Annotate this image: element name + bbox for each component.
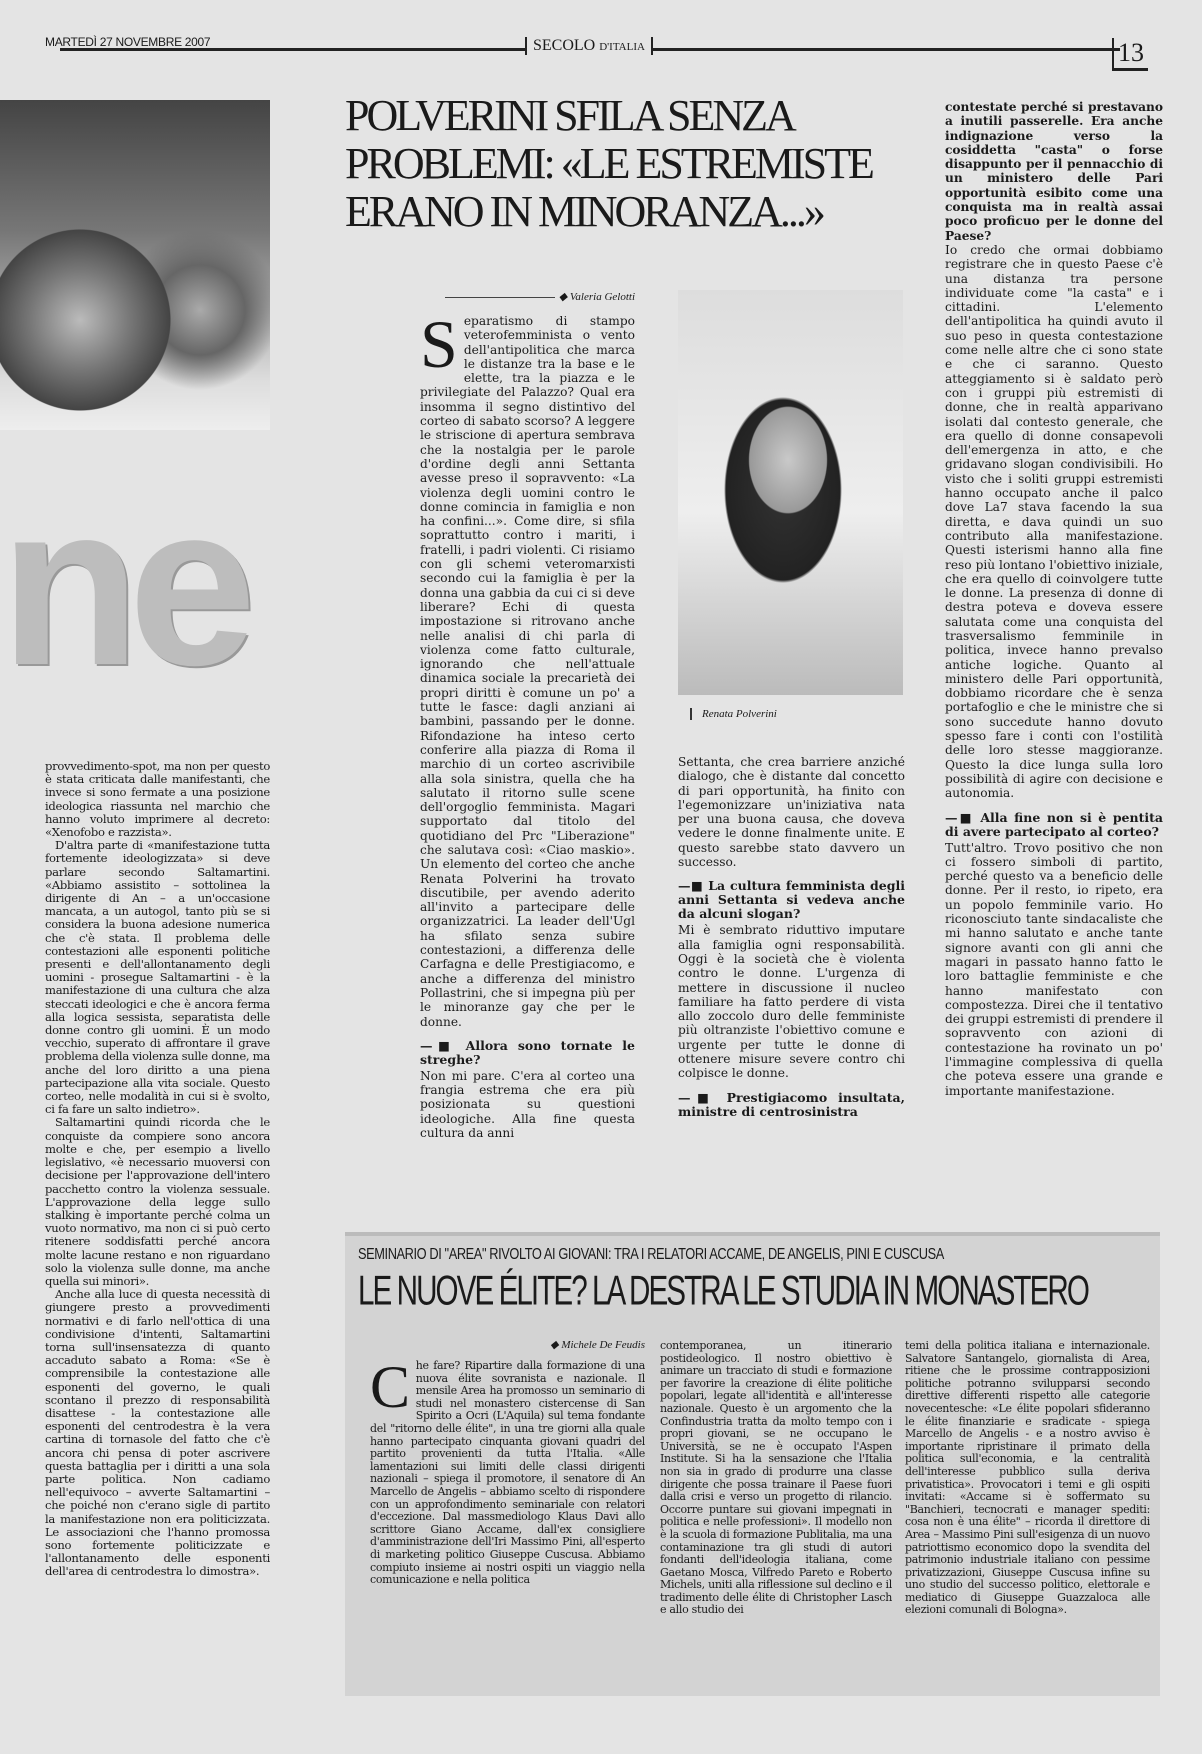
question-text: Allora sono tornate le streghe? <box>420 1037 635 1067</box>
question-continuation: contestate perché si prestavano a inutili passerelle. Era anche indignazione verso la cosiddetta "casta" o forse disappunto per il pennacchio di un ministero delle Pari opportunità esibito come una conquista ma in realtà assai poco proficuo per le donne del Paese? <box>945 100 1163 243</box>
interview-question: —■ Prestigiacomo insultata, ministre di centrosinistra <box>678 1089 905 1119</box>
secondary-byline: ◆ Michele De Feudis <box>550 1339 645 1351</box>
article-paragraph: he fare? Ripartire dalla formazione di una nuova élite sovranista e nazionale. Il mensile Area ha promosso un seminario di studi nel monastero cistercense di San Spirito a Ocri (L'Aquila) sul tema fondante del "ritorno delle élite", in una tre giorni alla quale hanno partecipato cinquanta giovani quadri del partito provenienti da tutta l'Italia. «Alle lamentazioni sui limiti delle classi dirigenti nazionali – spiega il promotore, il senatore di An Marcello de Angelis – abbiamo scelto di rispondere con un approfondimento seminariale con relatori d'eccezione. Dal massmediologo Klaus Davi allo scrittore Giano Accame, dall'ex consigliere d'amministrazione dell'Iri Massimo Pini, all'esperto di marketing politico Giuseppe Cuscusa. Abbiamo compiuto insieme ai nostri ospiti un viaggio nella comunicazione e nella politica <box>370 1360 645 1587</box>
byline-author: Michele De Feudis <box>561 1339 645 1351</box>
banner-graphic: ne <box>0 470 245 700</box>
secondary-kicker: SEMINARIO DI "AREA" RIVOLTO AI GIOVANI: TRA I RELATORI ACCAME, DE ANGELIS, PINI E CUSCUSA <box>358 1246 944 1263</box>
interview-answer: Io credo che ormai dobbiamo registrare che in questo Paese c'è una distanza tra persone individuate come "la casta" e i cittadini. L'elemento dell'antipolitica ha quindi avuto il suo peso in questa contestazione come nelle altre che ci sono state e che ci saranno. Questo atteggiamento si è saldato però con i gruppi più estremisti di donne, che in realtà apparivano isolati dal contesto generale, che era quello di donne consapevoli dell'emergenza in atto, e che gridavano slogan condivisibili. Ho visto che i soliti gruppi estremisti hanno occupato anche il palco dove La7 stava facendo la sua diretta, e dava quindi un suo contributo alla manifestazione. Questi isterismi hanno alla fine reso più lontano l'obiettivo iniziale, che era quello di coinvolgere tutte le donne. La presenza di donne di destra poteva e doveva essere salutata come una conquista del trasversalismo femminile in politica, invece hanno prevalso antiche logiche. Quanto al ministero delle Pari opportunità, dobbiamo ricordare che è senza portafoglio e che le ministre che si sono succedute hanno dovuto spesso fare i conti con l'ostilità delle loro stesse maggioranze. Questo la dice lunga sulla loro possibilità di agire con decisione e autonomia. <box>945 242 1163 801</box>
protest-photo <box>0 100 270 430</box>
question-text: Alla fine non si è pentita di avere partecipato al corteo? <box>945 809 1163 839</box>
question-text: Prestigiacomo insultata, ministre di centrosinistra <box>678 1089 905 1119</box>
article-paragraph: Saltamartini quindi ricorda che le conquiste da compiere sono ancora molte e che, per esempio a livello legislativo, «è necessario muoversi con decisione per l'approvazione dell'intero pacchetto contro la violenza sessuale. L'approvazione della legge sullo stalking è importante perché colma un vuoto normativo, ma non ci si può certo ritenere soddisfatti perché ancora molte lacune restano e non riguardano solo la violenza sulle donne, ma anche quella sui minori». <box>45 1115 270 1288</box>
article-column-2 <box>678 755 905 1165</box>
interview-question: —■ Allora sono tornate le streghe? <box>420 1037 635 1067</box>
article-byline: ◆ Valeria Gelotti <box>420 290 635 303</box>
article-paragraph: provvedimento-spot, ma non per questo è stata criticata dalle manifestanti, che invece si sono fermate a una posizione ideologica riassunta nel marchio che hanno voluto imprimere al decreto: «Xenofobo e razzista». <box>45 760 270 840</box>
question-text: La cultura femminista degli anni Settanta si vedeva anche da alcuni slogan? <box>678 878 905 922</box>
article-paragraph: Anche alla luce di questa necessità di giungere presto a provvedimenti normativi e di farlo nell'ottica di una condivisione d'intenti, Saltamartini torna sull'insensatezza di quanto accaduto sabato a Roma: «Se è comprensibile la contestazione alle esponenti del governo, le quali scontano il prezzo di responsabilità disattese - la contestazione alle esponenti del centrodestra è la vera cartina di tornasole del fatto che c'è ancora chi pensa di poter ascrivere questa battaglia per i diritti a una sola parte politica. Non cadiamo nell'equivoco – avverte Saltamartini – che poiché non c'erano sigle di partito la manifestazione non era politicizzata. Le associazioni che l'hanno promossa sono fortemente politicizzate e l'allontanamento delle esponenti dell'area di centrodestra lo dimostra». <box>45 1287 270 1579</box>
article-paragraph: eparatismo di stampo veterofemminista o vento dell'antipolitica che marca le distanze tra la base e le elette, tra la piazza e le privilegiate del Palazzo? Qual era insomma il segno distintivo del corteo di sabato scorso? A leggere le striscione di apertura sembrava che la nostalgia per le parole d'ordine degli anni Settanta avesse preso il sopravvento: «La violenza degli uomini contro le donne comincia in famiglia e non ha confini...». Come dire, si sfila soprattutto contro i mariti, i fratelli, i padri violenti. Ci risiamo con gli schemi veteromarxisti secondo cui la famiglia è per la donna una gabbia da cui ci si deve liberare? Echi di questa impostazione si ritrovano anche nelle analisi di chi parla di violenza come fatto culturale, ignorando che nell'attuale dinamica sociale la precarietà dei propri diritti è comune un po' a tutte le fasce: dagli anziani ai bambini, passando per le donne. Rifondazione ha inteso certo conferire alla piazza di Roma il marchio di un corteo ascrivibile alla sola sinistra, quella che ha salutato il ritorno sulle scene dell'orgoglio femminista. Magari supportato dal titolo del quotidiano del Prc "Liberazione" che salutava così: «Ciao maskio». Un elemento del corteo che anche Renata Polverini ha trovato discutibile, per avendo aderito all'invito a partecipare delle organizzatrici. La leader dell'Ugl ha sfilato senza subire contestazioni, a differenza delle Carfagna e delle Prestigiacomo, e anche a differenza del ministro Pollastrini, che si impegna più per le minoranze gay che per le donne. <box>420 314 635 1029</box>
secondary-column-3 <box>905 1340 1150 1690</box>
interview-question: —■ Alla fine non si è pentita di avere partecipato al corteo? <box>945 809 1163 839</box>
page-number: 13 <box>1112 38 1148 71</box>
article-column-1 <box>420 314 635 1172</box>
interview-answer: Tutt'altro. Trovo positivo che non ci fossero simboli di partito, perché questo va a beneficio delle donne. Per il resto, io ripeto, era un popolo femminile vario. Ho riconosciuto tante sindacaliste che mi hanno salutato e anche tante signore avanti con gli anni che magari in passato hanno fatto le loro battaglie femministe e che hanno manifestato con compostezza. Direi che il tentativo dei gruppi estremisti di prendere il sopravvento con azioni di contestazione ha rovinato un po' l'immagine complessiva di quella che poteva essere una grande e importante manifestazione. <box>945 840 1163 1098</box>
article-paragraph: temi della politica italiana e internazionale. Salvatore Santangelo, giornalista di Area, ritiene che le prossime contrapposizioni politiche potranno svilupparsi secondo direttive differenti rispetto alle categorie novecentesche: «Le élite popolari sfideranno le élite finanziarie e sradicate - spiega Marcello de Angelis - e a nostro avviso è importante ripristinare il primato della politica sull'economia, e la centralità dell'interesse pubblico sulla deriva privatistica». Provocatori i temi e gli ospiti invitati: «Accame si è soffermato su "Banchieri, tecnocrati e manager spediti: cosa non è una élite" – ricorda il direttore di Area – Massimo Pini sull'esigenza di un nuovo patriottismo economico dopo la svendita del patrimonio industriale italiano con pessime privatizzazioni, Giuseppe Cuscusa infine su uno studio del successo politico, elettorale e mediatico di Giuseppe Guazzaloca alle elezioni comunali di Bologna». <box>905 1340 1150 1617</box>
drop-cap: C <box>370 1360 410 1420</box>
article-paragraph: D'altra parte di «manifestazione tutta fortemente ideologizzata» si deve parlare secondo Saltamartini. «Abbiamo assistito – sottolinea la dirigente di An – a un'occasione mancata, a un autogol, tanto più se si considera la buona adesione numerica che c'è stata. Il problema delle contestazioni alle esponenti politiche presenti e dell'allontanamento degli uomini - prosegue Saltamartini - è la manifestazione di una cultura che alza steccati ideologici e che è ancora ferma alla logica sessista, separatista delle donne contro gli uomini. È un modo vecchio, superato di affrontare il grave problema della violenza sulle donne, ma anche del loro diritto a una piena partecipazione alla vita sociale. Questo corteo, nelle modalità in cui si è svolto, ci fa fare un salto indietro». <box>45 838 270 1117</box>
masthead <box>525 37 653 55</box>
photo-caption: Renata Polverini <box>690 708 777 720</box>
secondary-headline: LE NUOVE ÉLITE? LA DESTRA LE STUDIA IN MONASTERO <box>358 1268 1088 1315</box>
article-column-3 <box>945 100 1163 1170</box>
polverini-photo <box>678 290 903 695</box>
issue-date: MARTEDÌ 27 NOVEMBRE 2007 <box>45 35 211 49</box>
left-column-article <box>45 760 270 1695</box>
secondary-column-2 <box>660 1340 892 1690</box>
secondary-column-1 <box>370 1360 645 1690</box>
article-paragraph: contemporanea, un itinerario postideologico. Il nostro obiettivo è animare un tracciato di studi e formazione per favorire la creazione di élite politiche popolari, legate all'identità e all'interesse nazionale. Questo è un argomento che la Confindustria tratta da molto tempo con i propri giovani, se ne occupano le Università, se ne è occupato l'Aspen Institute. Si ha la sensazione che l'Italia non sia in grado di produrre una classe dirigente che possa trainare il Paese fuori dalla crisi e verso un progetto di rilancio. Occorre puntare sui giovani impegnati in politica e nelle professioni». Il modello non è la scuola di formazione Publitalia, ma una contaminazione tra gli studi di autori fondanti dell'ideologia italiana, come Gaetano Mosca, Vilfredo Pareto e Roberto Michels, uniti alla riflessione sul declino e il tradimento delle élite di Christopher Lasch e allo studio dei <box>660 1340 892 1617</box>
masthead-suffix: D'ITALIA <box>599 41 645 53</box>
interview-answer: Non mi pare. C'era al corteo una frangia estrema che era più posizionata su questioni ideologiche. Alla fine questa cultura da anni <box>420 1068 635 1141</box>
article-paragraph: Settanta, che crea barriere anziché dialogo, che è distante dal concetto di pari opportunità, ha finito con l'egemonizzare un'iniziativa nata per una buona causa, che doveva vedere le donne finalmente unite. E questo sarebbe stato davvero un successo. <box>678 755 905 870</box>
byline-author: Valeria Gelotti <box>569 291 635 303</box>
drop-cap: S <box>420 314 458 382</box>
interview-answer: Mi è sembrato riduttivo imputare alla famiglia ogni responsabilità. Oggi è la società che è violenta contro le donne. L'urgenza di mettere in discussione il nucleo familiare ha fatto perdere di vista allo zoccolo duro delle femministe più oltranziste l'obiettivo comune e urgente per tutte le donne di ottenere misure severe contro chi colpisce le donne. <box>678 923 905 1081</box>
masthead-name: SECOLO <box>533 37 596 54</box>
interview-question: —■ La cultura femminista degli anni Settanta si vedeva anche da alcuni slogan? <box>678 878 905 922</box>
article-headline: POLVERINI SFILA SENZA PROBLEMI: «LE ESTREMISTE ERANO IN MINORANZA...» <box>345 92 872 236</box>
